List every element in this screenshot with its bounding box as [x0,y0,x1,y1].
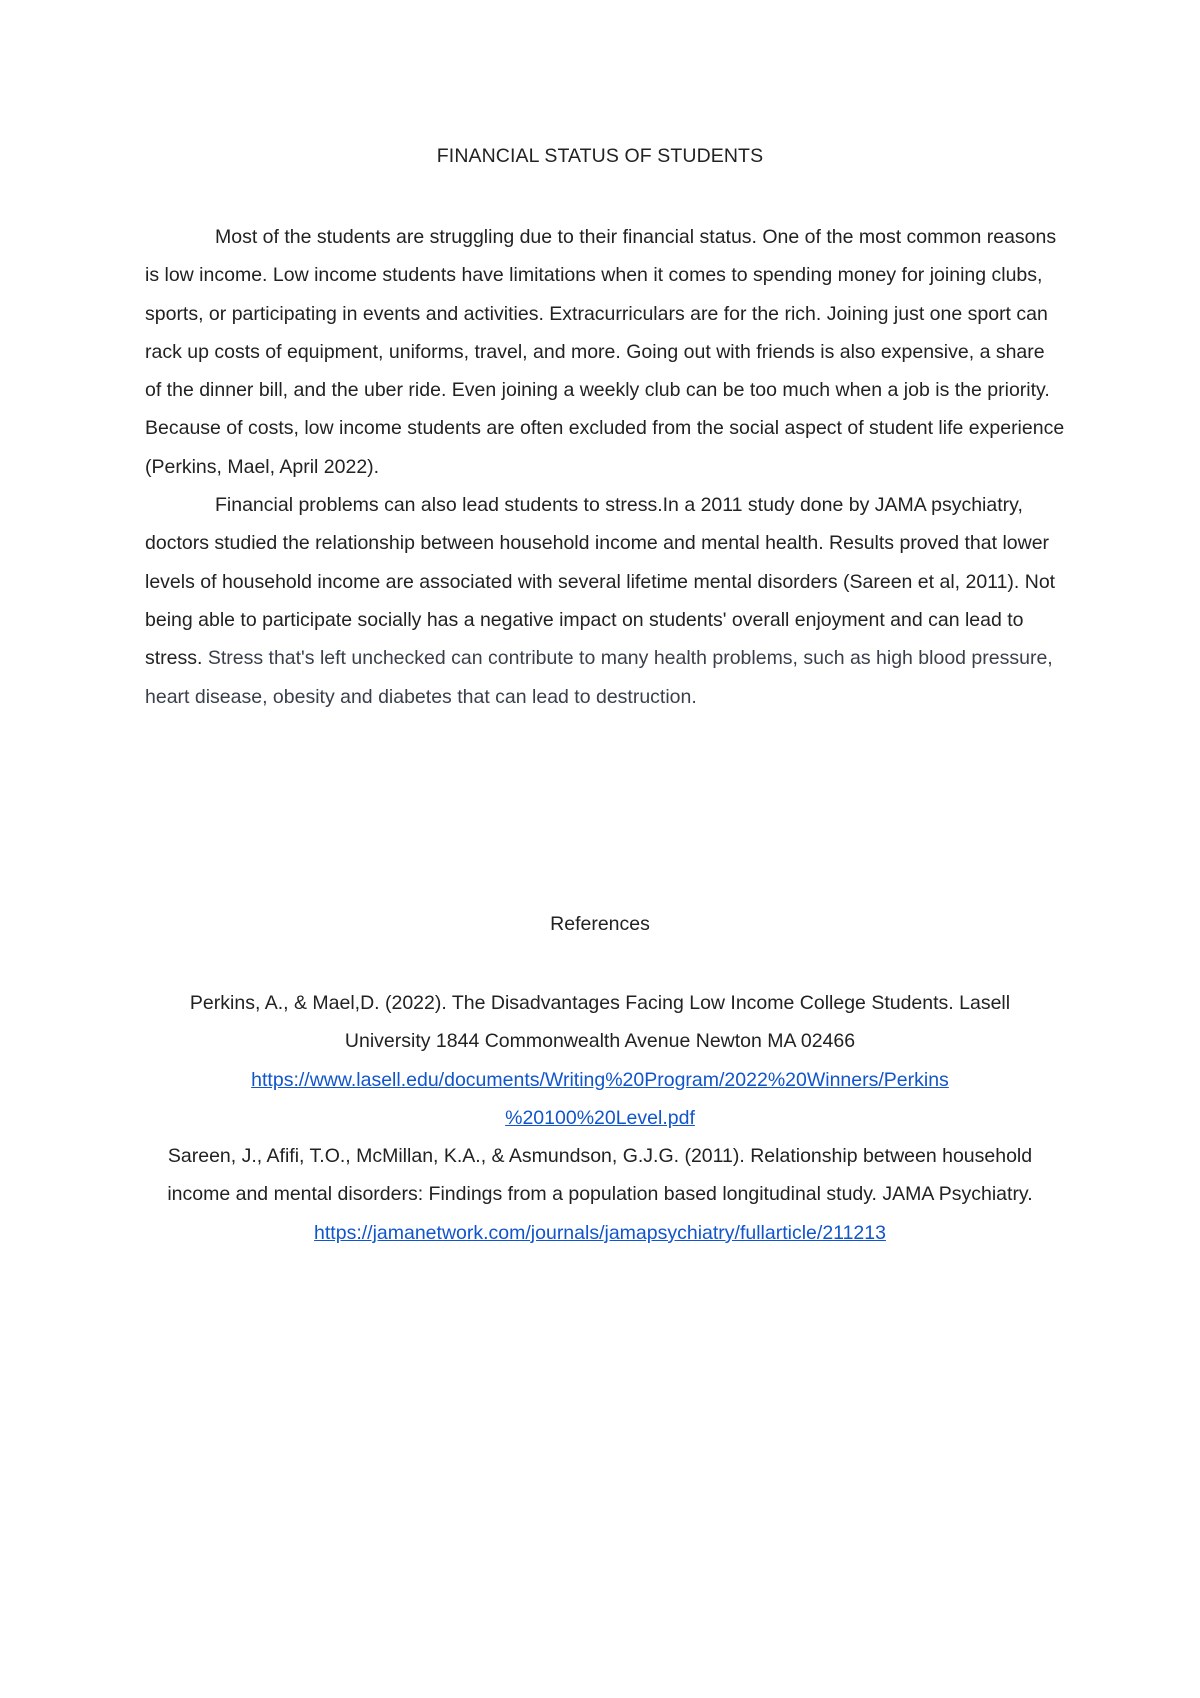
document-body [145,218,1065,716]
reference-link[interactable]: https://jamanetwork.com/journals/jamapsychiatry/fullarticle/211213 [314,1221,886,1244]
reference-link-continued[interactable]: %20100%20Level.pdf [505,1106,695,1129]
body-paragraph [145,218,1065,486]
body-paragraph [145,486,1065,716]
paragraph-text: Most of the students are struggling due to their financial status. One of the most common reasons is low income. Low income students have limitations when it comes to spending money for joining clubs, sports, or participating in events and activities. Extracurriculars are for the rich. Joining just one sport can rack up costs of equipment, uniforms, travel, and more. Going out with friends is also expensive, a share of the dinner bill, and the uber ride. Even joining a weekly club can be too much when a job is the priority. Because of costs, low income students are often excluded from the social aspect of student life experience (Perkins, Mael, April 2022). [145,226,1065,478]
reference-entry [150,1137,1050,1252]
reference-text: Perkins, A., & Mael,D. (2022). The Disadvantages Facing Low Income College Students. Lasell University 1844 Commonwealth Avenue Newton MA 02466 [189,992,1011,1053]
references-list [150,984,1050,1252]
paragraph-text: Financial problems can also lead students to stress.In a 2011 study done by JAMA psychiatry, doctors studied the relationship between household income and mental health. Results proved that lower levels of household income are associated with several lifetime mental disorders (Sareen et al, 2011). Not being able to participate socially has a negative impact on students' overall enjoyment and can lead to stress. [145,494,1056,670]
reference-link[interactable]: https://www.lasell.edu/documents/Writing%20Program/2022%20Winners/Perkins [251,1068,949,1091]
paragraph-text-tinted: Stress that's left unchecked can contribute to many health problems, such as high blood pressure, heart disease, obesity and diabetes that can lead to destruction. [145,647,1053,708]
document-title: FINANCIAL STATUS OF STUDENTS [436,145,764,167]
reference-entry [150,984,1050,1137]
reference-text: Sareen, J., Afifi, T.O., McMillan, K.A., & Asmundson, G.J.G. (2011). Relationship between household income and mental disorders: Findings from a population based longitudinal study. JAMA Psychiatry. [167,1145,1033,1206]
references-heading: References [550,913,650,935]
